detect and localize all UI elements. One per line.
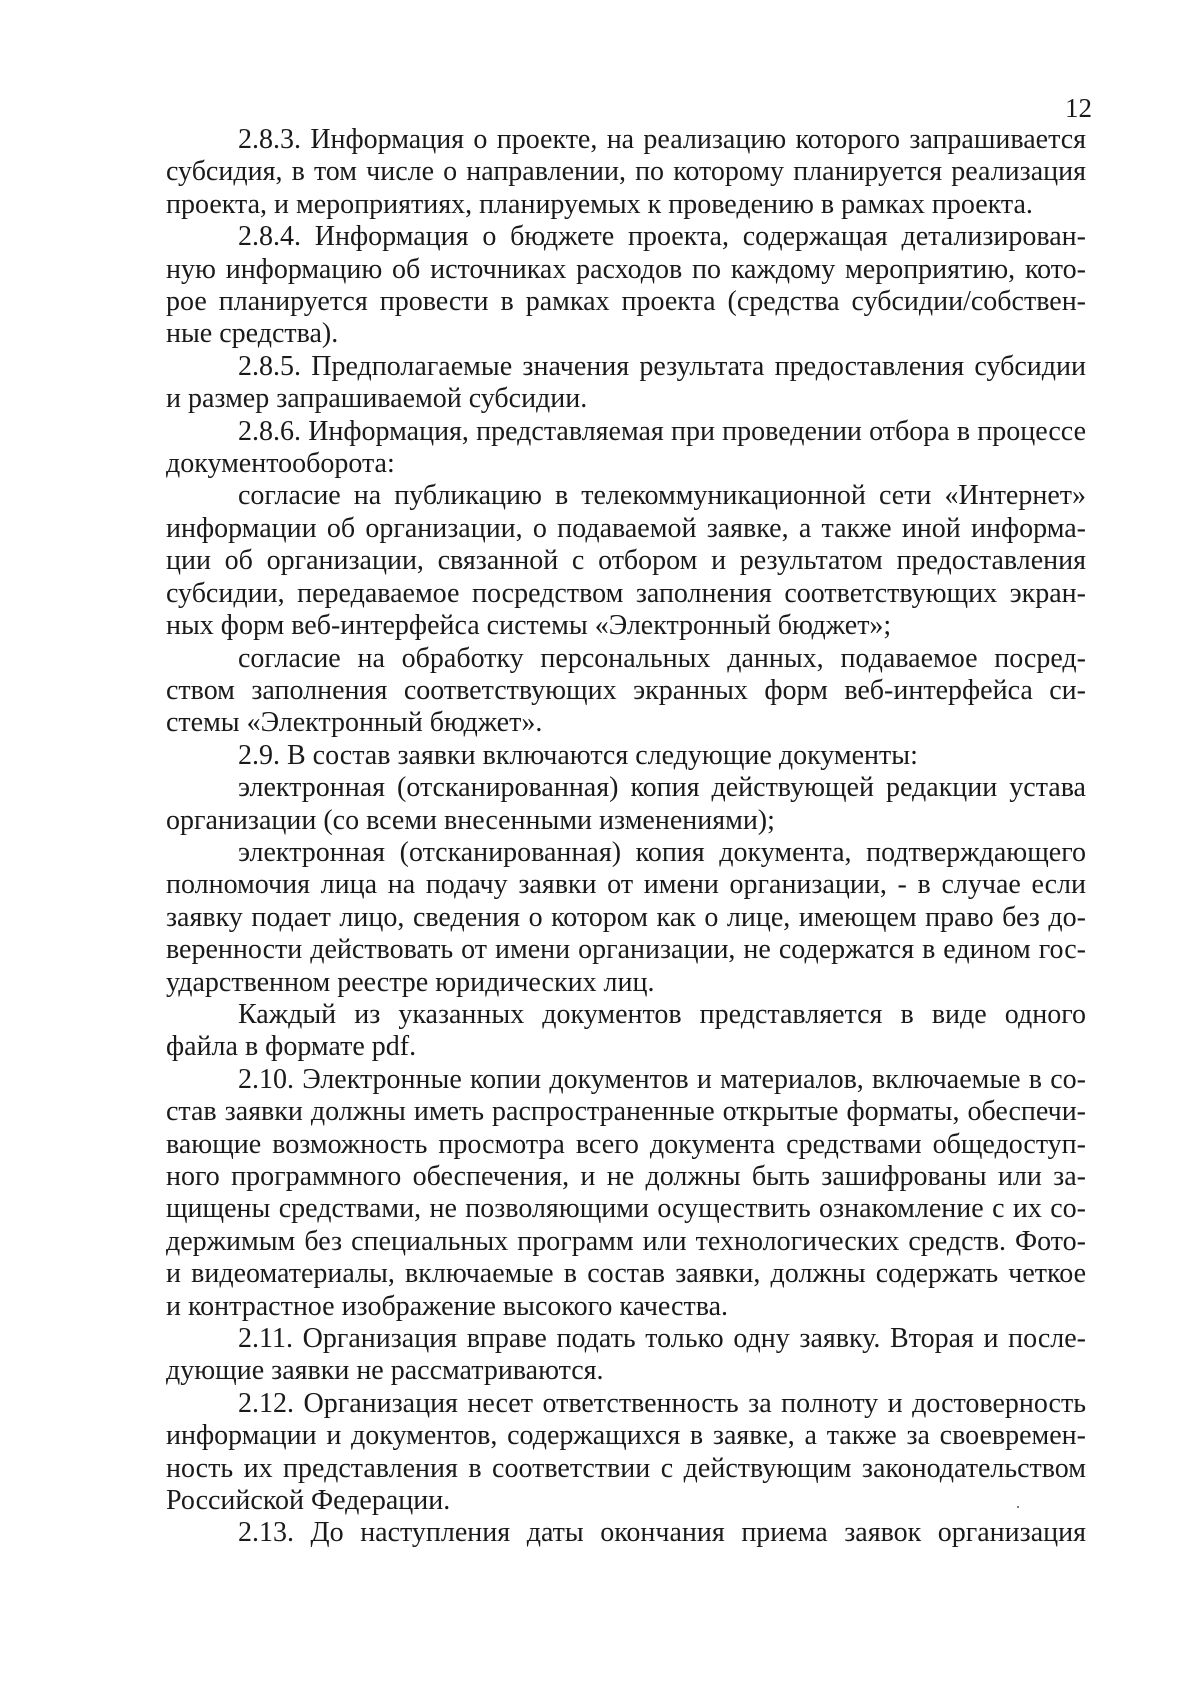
text-line: ции об организации, связанной с отбором и результатом предоставления <box>166 545 1086 577</box>
text-line: 2.8.3. Информация о проекте, на реализацию которого запрашивается <box>238 124 1086 155</box>
text-line: 2.12. Организация несет ответственность за полноту и достоверность <box>238 1387 1086 1419</box>
paragraph <box>166 480 1086 642</box>
text-line: ных форм веб-интерфейса системы «Электронный бюджет»; <box>166 610 892 642</box>
paragraph <box>166 740 1086 772</box>
paragraph <box>166 124 1086 221</box>
text-line: информации и документов, содержащихся в заявке, а также за своевремен- <box>166 1420 1086 1452</box>
text-line: ударственном реестре юридических лиц. <box>166 966 655 998</box>
text-line: вающие возможность просмотра всего документа средствами общедоступ- <box>166 1128 1086 1160</box>
text-line: 2.8.5. Предполагаемые значения результата предоставления субсидии <box>238 350 1086 382</box>
text-line: организации (со всеми внесенными изменениями); <box>166 804 775 836</box>
text-line: 2.10. Электронные копии документов и материалов, включаемые в со- <box>238 1063 1086 1095</box>
text-line: файла в формате pdf. <box>166 1031 417 1063</box>
scan-speck <box>1017 1506 1019 1508</box>
text-line: держимым без специальных программ или технологических средств. Фото- <box>166 1225 1086 1257</box>
paragraph <box>166 772 1086 837</box>
text-line: стемы «Электронный бюджет». <box>166 707 543 739</box>
text-line: электронная (отсканированная) копия действующей редакции устава <box>238 772 1086 804</box>
text-line: 2.8.6. Информация, представляемая при проведении отбора в процессе <box>238 415 1086 447</box>
paragraph <box>166 837 1086 999</box>
text-line: ную информацию об источниках расходов по каждому мероприятию, кото- <box>166 253 1086 285</box>
text-line: ством заполнения соответствующих экранных форм веб-интерфейса си- <box>166 674 1086 706</box>
text-line: рое планируется провести в рамках проекта (средства субсидии/собствен- <box>166 286 1086 318</box>
text-line: согласие на обработку персональных данных, подаваемое посред- <box>238 642 1086 674</box>
text-line: ного программного обеспечения, и не должны быть зашифрованы или за- <box>166 1161 1086 1192</box>
text-line: 2.8.4. Информация о бюджете проекта, содержащая детализирован- <box>238 221 1086 253</box>
text-line: щищены средствами, не позволяющими осуществить ознакомление с их со- <box>166 1193 1086 1225</box>
text-line: 2.13. До наступления даты окончания приема заявок организация <box>238 1517 1086 1549</box>
paragraph <box>166 1388 1086 1518</box>
text-line: субсидия, в том числе о направлении, по которому планируется реализация <box>166 156 1086 188</box>
text-line: ность их представления в соответствии с действующим законодательством <box>166 1452 1086 1484</box>
text-line: ные средства). <box>166 318 339 350</box>
text-line: дующие заявки не рассматриваются. <box>166 1355 604 1387</box>
text-line: документооборота: <box>166 448 395 480</box>
paragraph <box>166 416 1086 481</box>
text-line: согласие на публикацию в телекоммуникационной сети «Интернет» <box>238 480 1086 512</box>
paragraph <box>166 1323 1086 1388</box>
text-line: 2.9. В состав заявки включаются следующие документы: <box>238 739 918 771</box>
document-body <box>166 124 1086 1550</box>
text-line: и контрастное изображение высокого качества. <box>166 1290 728 1322</box>
text-line: информации об организации, о подаваемой заявке, а также иной информа- <box>166 512 1086 544</box>
text-line: и видеоматериалы, включаемые в состав заявки, должны содержать четкое <box>166 1258 1086 1290</box>
paragraph <box>166 643 1086 740</box>
paragraph <box>166 1064 1086 1323</box>
paragraph <box>166 351 1086 416</box>
text-line: заявку подает лицо, сведения о котором как о лице, имеющем право без до- <box>166 901 1086 933</box>
text-line: Каждый из указанных документов представляется в виде одного <box>238 998 1086 1030</box>
text-line: и размер запрашиваемой субсидии. <box>166 383 588 415</box>
text-line: 2.11. Организация вправе подать только одну заявку. Вторая и после- <box>238 1323 1086 1355</box>
text-line: полномочия лица на подачу заявки от имени организации, - в случае если <box>166 869 1086 901</box>
text-line: веренности действовать от имени организации, не содержатся в едином гос- <box>166 934 1086 966</box>
text-line: электронная (отсканированная) копия документа, подтверждающего <box>238 836 1086 868</box>
text-line: субсидии, передаваемое посредством заполнения соответствующих экран- <box>166 577 1086 609</box>
text-line: проекта, и мероприятиях, планируемых к проведению в рамках проекта. <box>166 188 1033 220</box>
page-number: 12 <box>1065 93 1092 123</box>
paragraph <box>166 221 1086 351</box>
text-line: став заявки должны иметь распространенные открытые форматы, обеспечи- <box>166 1096 1086 1128</box>
paragraph <box>166 999 1086 1064</box>
paragraph <box>166 1517 1086 1549</box>
text-line: Российской Федерации. <box>166 1485 451 1517</box>
